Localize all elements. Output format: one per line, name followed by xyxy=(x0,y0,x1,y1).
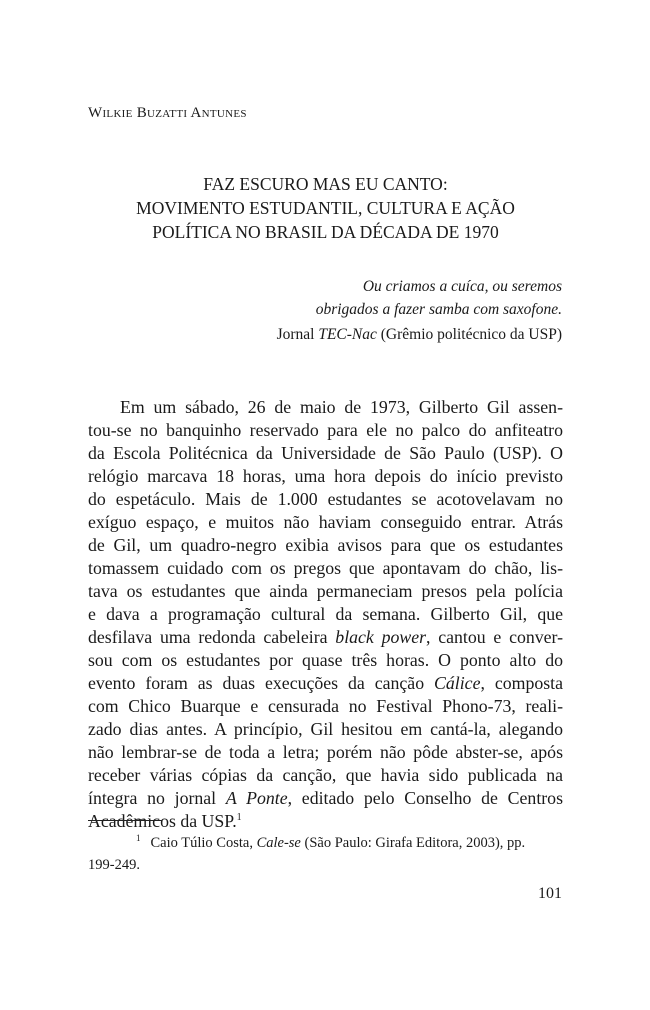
body-line xyxy=(88,787,563,810)
body-text: Acadêmicos da USP. xyxy=(88,811,237,831)
epigraph-quote-line-1: Ou criamos a cuíca, ou seremos xyxy=(362,278,562,295)
body-line: relógio marcava 18 horas, uma hora depois do início previsto xyxy=(88,466,563,486)
body-line: e dava a programação cultural da semana. Gilberto Gil, que xyxy=(88,604,563,624)
body-line: com Chico Buarque e censurada no Festival Phono-73, reali- xyxy=(88,696,563,716)
footnote xyxy=(88,832,563,876)
epigraph xyxy=(182,275,562,346)
chapter-title-line-2: MOVIMENTO ESTUDANTIL, CULTURA E AÇÃO xyxy=(136,198,515,218)
body-text: desfilava uma redonda cabeleira xyxy=(88,627,336,647)
body-line: do espetáculo. Mais de 1.000 estudantes se acotovelavam no xyxy=(88,489,563,509)
body-line: receber várias cópias da canção, que havia sido publicada na xyxy=(88,765,563,785)
footnote-book-title: Cale-se xyxy=(256,835,301,851)
body-line: não lembrar-se de toda a letra; porém não pôde abster-se, após xyxy=(88,742,563,762)
body-italic-term: black power xyxy=(335,627,427,647)
body-line: tomassem cuidado com os pregos que apontavam do chão, lis- xyxy=(88,558,563,578)
footnote-text: Caio Túlio Costa, xyxy=(150,835,257,851)
page-number: 101 xyxy=(538,885,562,902)
body-line xyxy=(88,672,563,695)
body-italic-newspaper: A Ponte xyxy=(225,788,288,808)
footnote-reference: 1 xyxy=(236,812,242,823)
body-line: tava os estudantes que ainda permaneciam presos pela polícia xyxy=(88,581,563,601)
body-text: , composta xyxy=(480,673,564,693)
body-line: Em um sábado, 26 de maio de 1973, Gilberto Gil assen- xyxy=(120,397,563,417)
chapter-title-line-3: POLÍTICA NO BRASIL DA DÉCADA DE 1970 xyxy=(152,222,499,242)
footnote-line-1 xyxy=(88,832,563,854)
epigraph-source-journal: TEC-Nac xyxy=(318,326,377,343)
body-text: evento foram as duas execuções da canção xyxy=(88,673,435,693)
chapter-title-line-1: FAZ ESCURO MAS EU CANTO: xyxy=(203,174,448,194)
body-text: íntegra no jornal xyxy=(88,788,226,808)
body-line: tou-se no banquinho reservado para ele no palco do anfiteatro xyxy=(88,420,563,440)
body-line: exíguo espaço, e muitos não haviam conseguido entrar. Atrás xyxy=(88,512,563,532)
body-text: , editado pelo Conselho de Centros xyxy=(287,788,563,808)
body-line: zado dias antes. A princípio, Gil hesitou em cantá-la, alegando xyxy=(88,719,563,739)
epigraph-source-suffix: (Grêmio politécnico da USP) xyxy=(376,326,562,343)
body-text: , cantou e conver- xyxy=(426,627,564,647)
footnote-marker: 1 xyxy=(136,833,141,843)
epigraph-source-prefix: Jornal xyxy=(276,326,319,343)
footnote-line-2: 199-249. xyxy=(88,857,140,873)
running-header-author: Wilkie Buzatti Antunes xyxy=(88,105,247,121)
footnote-text: (São Paulo: Girafa Editora, 2003), pp. xyxy=(300,835,526,851)
footnote-separator xyxy=(88,820,162,821)
body-line: de Gil, um quadro-negro exibia avisos para que os estudantes xyxy=(88,535,563,555)
body-italic-song-title: Cálice xyxy=(434,673,481,693)
body-line: da Escola Politécnica da Universidade de São Paulo (USP). O xyxy=(88,443,563,463)
chapter-title xyxy=(88,172,563,244)
body-paragraph xyxy=(88,396,563,833)
epigraph-quote-line-2: obrigados a fazer samba com saxofone. xyxy=(315,301,562,318)
body-line xyxy=(88,810,563,833)
body-line xyxy=(88,626,563,649)
epigraph-source xyxy=(182,323,562,346)
body-line: sou com os estudantes por quase três horas. O ponto alto do xyxy=(88,650,563,670)
